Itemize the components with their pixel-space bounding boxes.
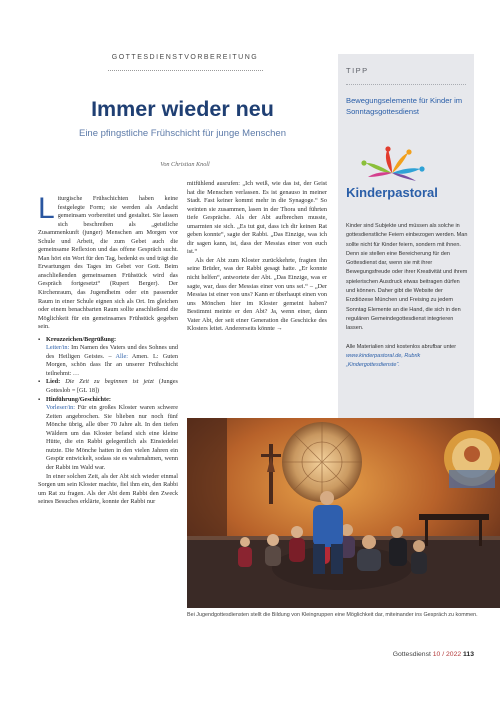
tip-materials <box>346 343 470 371</box>
tip-divider <box>346 84 466 85</box>
greeting-text-2: Amen. L: Guten Morgen, schön dass Ihr an unserer Frühschicht teilnehmt: … <box>46 352 178 377</box>
issue-number: 10 / 2022 <box>432 651 462 658</box>
kinderpastoral-logo <box>346 145 438 211</box>
continue-arrow-icon: → <box>276 325 283 333</box>
tip-title: Bewegungselemente für Kinder im Sonntagsgottesdienst <box>346 96 463 116</box>
youth-service-photo <box>187 418 500 608</box>
tip-materials-text: Alle Materialien sind kostenlos abrufbar unter <box>346 343 457 350</box>
page-folio <box>393 651 474 658</box>
tip-link[interactable]: www.kinderpastoral.de, Rubrik „Kindergottesdienste“. <box>346 352 421 369</box>
column2-paragraph-2 <box>187 257 327 334</box>
photo-caption: Bei Jugendgottesdiensten stellt die Bildung von Kleingruppen eine Möglichkeit dar, miteinander ins Gespräch zu kommen. <box>187 612 478 618</box>
bullet-story <box>38 396 178 473</box>
column2-paragraph-2-text: Als der Abt zum Kloster zurückkehrte, fragten ihn seine Brüder, was der Rabbi gesagt hatte. „Er konnte nicht helfen“, antwortete der Abt. „Das Einzige, was er sagte, war, dass der Messias einer von uns sei.“ – „Der Messias ist einer von uns? Kann er überhaupt einen von uns Mönchen hier im Kloster gemeint haben? Bestimmt meinte er den Abt? Ja, wenn einer, dann Vater Abt, der seit einer Generation die Geschicke des Klosters leitet. Andererseits könnte <box>187 256 327 333</box>
text-column-1 <box>38 192 178 507</box>
text-column-2 <box>187 180 327 334</box>
story-text: Für ein großes Kloster waren schwere Zeiten angebrochen. Sie blieben nur noch fünf Mönche übrig, alle über 70 Jahre alt. In den tiefen Wäldern um das Kloster befand sich eine kleine Hütte, die ein Rabbi gelegentlich als Einsiedelei nutzte. Die Mönche hatten in den vielen Jahren ein Gespür entwickelt, sodass sie es wahrnahmen, wenn der Rabbi im Wald war. <box>46 404 178 471</box>
intro-text: iturgische Frühschichten haben keine festgelegte Form; sie werden als Andacht gemeinsam vorbereitet und gestaltet. Sie lassen sich beschreiben als „geistliche Zusammenkunft (junger) Menschen am Morgen vor Schule und Arbeit, die zum Gebet auch die gemeinsame Reflexion und das offene Gespräch sucht. Man hört ein Wort für den Tag, bedenkt es und trägt die Erwartungen des Tages im Gebet vor Gott. Beim anschließenden gemeinsamen Frühstück wird das Gespräch fortgesetzt“ (Rupert Berger). Der Kirchenraum, das Jugendheim oder ein passender Raum in einer Schule eignen sich als Ort. Im gleichen oder einem benachbarten Raum sollte anschließend die Möglichkeit für ein gemeinsames Frühstück gegeben sein. <box>38 195 178 331</box>
logo-wordmark: Kinderpastoral <box>346 185 438 200</box>
all-role: Alle: <box>115 352 128 360</box>
article-title: Immer wieder neu <box>91 97 274 121</box>
kicker-divider <box>108 70 263 71</box>
bullet-greeting <box>38 336 178 379</box>
article-subtitle: Eine pfingstliche Frühschicht für junge Menschen <box>78 128 286 139</box>
tip-box <box>338 54 474 460</box>
song-reference: (Junges Gotteslob = [GL 18]) <box>46 378 178 395</box>
tip-label: TIPP <box>346 66 369 75</box>
intro-paragraph <box>38 192 178 332</box>
byline: Von Christian Knoll <box>160 161 210 168</box>
song-heading: Lied: <box>46 378 61 386</box>
magazine-name: Gottesdienst <box>392 651 431 658</box>
bullet-song <box>38 378 178 395</box>
leader-role: Leiter/in: <box>46 344 70 352</box>
section-kicker: GOTTESDIENSTVORBEREITUNG <box>111 54 259 61</box>
tip-body-text: Kinder sind Subjekte und müssen als solche in gottesdienstliche Feiern einbezogen werden. Man sollte nicht für Kinder feiern, sondern mit ihnen. Denn sie stellen eine Bereicherung für den Gottesdienst dar, wenn sie mit ihrer Bewegungsfreude oder ihrer Kreativität und ihrem spielerischen Ausdruck etwas beitragen dürfen und können. Daher gibt die Website der Erzdiözese München und Freising zu jedem Sonntag Elemente an die Hand, die sich in den regulären Gemeindegottesdienst integrieren lassen. <box>346 223 468 332</box>
story-heading: Hinführung/Geschichte: <box>46 395 111 403</box>
column2-paragraph-1: mitfühlend ausrufen: „Ich weiß, wie das ist, der Geist hat die Menschen verlassen. Es ist genauso in meiner Stadt. Fast keiner kommt mehr in die Synagoge.“ So weinten sie zusammen, lasen in der Thora und führten tiefe Gespräche. Als der Abt aufbrechen musste, umarmten sie sich. „Es tut gut, dass ich dir keinen Rat geben konnte“, sagte der Rabbi. „Das Einzige, was ich dir sagen kann, ist, dass der Messias einer von euch ist.“ <box>187 180 327 256</box>
greeting-heading: Kreuzzeichen/Begrüßung: <box>46 335 117 343</box>
tip-body <box>346 222 470 370</box>
page-number: 113 <box>463 651 474 658</box>
reader-role: Vorleser/in: <box>46 404 76 412</box>
greeting-text: Im Namen des Vaters und des Sohnes und des Heiligen Geistes. – <box>46 344 178 360</box>
song-title: Die Zeit zu beginnen ist jetzt <box>60 378 154 386</box>
story-paragraph-2: In einer solchen Zeit, als der Abt sich wieder einmal Sorgen um sein Kloster machte, fiel ihm ein, den Rabbi um Rat zu fragen. Als der Abt dem Rabbi den Zweck seines Besuches erklärte, konnte der Rabbi nur <box>38 472 178 506</box>
logo-figures-icon <box>361 146 424 181</box>
dropcap: L <box>38 192 55 225</box>
